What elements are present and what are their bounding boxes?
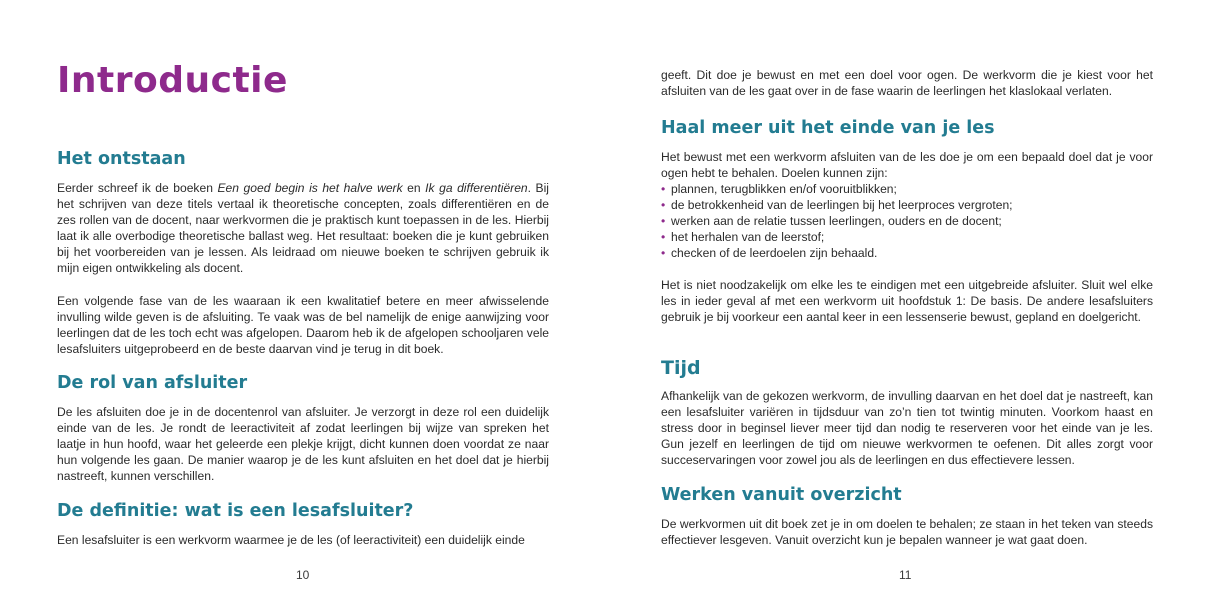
bullet-icon: • xyxy=(661,230,666,245)
list-item: • werken aan de relatie tussen leerlingen, ouders en de docent; xyxy=(661,214,1002,229)
heading-definitie: De definitie: wat is een lesafsluiter? xyxy=(57,501,414,521)
heading-haal-meer-uit: Haal meer uit het einde van je les xyxy=(661,118,995,138)
heading-het-ontstaan: Het ontstaan xyxy=(57,149,186,169)
bullet-icon: • xyxy=(661,198,666,213)
paragraph-werken-vanuit-overzicht: De werkvormen uit dit boek zet je in om doelen te behalen; ze staan in het teken van steeds effectiever lesgeven. Vanuit overzicht kun je bepalen wanneer je wat gaat doen. xyxy=(661,517,1153,548)
bullet-icon: • xyxy=(661,214,666,229)
chapter-title: Introductie xyxy=(57,60,288,101)
bullet-icon: • xyxy=(661,246,666,261)
paragraph-continuation: geeft. Dit doe je bewust en met een doel voor ogen. De werkvorm die je kiest voor het afsluiten van de les gaat over in de fase waarin de leerlingen het klaslokaal verlaten. xyxy=(661,68,1153,99)
list-item: • het herhalen van de leerstof; xyxy=(661,230,825,245)
list-item: • checken of de leerdoelen zijn behaald. xyxy=(661,246,878,261)
paragraph-haal-meer-1: Het bewust met een werkvorm afsluiten van de les doe je om een bepaald doel dat je voor ogen hebt te behalen. Doelen kunnen zijn: xyxy=(661,150,1153,181)
paragraph-definitie: Een lesafsluiter is een werkvorm waarmee je de les (of leeractiviteit) een duidelijk einde xyxy=(57,533,525,547)
paragraph-ontstaan-2: Een volgende fase van de les waaraan ik een kwalitatief betere en meer afwisselende invulling wilde geven is de afsluiting. Te vaak was de bel namelijk de enige aanwijzing voor leerlingen dat de les toch echt was afgelopen. Daarom heb ik de afgelopen schooljaren vele lesafsluiters uitgeprobeerd en de beste daarvan vind je terug in dit boek. xyxy=(57,294,549,357)
paragraph-ontstaan-1: Eerder schreef ik de boeken Een goed begin is het halve werk en Ik ga differentiëren. Bij het schrijven van deze titels vertaal ik theoretische concepten, zoals differentiëren en de zes rollen van de docent, naar werkvormen die je praktisch kunt toepassen in de les. Hierbij laat ik alle overbodige theoretische ballast weg. Het resultaat: boeken die je kunt gebruiken bij het voorbereiden van je lessen. Als leidraad om nieuwe boeken te schrijven gebruik ik mijn eigen ontwikkeling als docent. xyxy=(57,181,549,276)
bullet-icon: • xyxy=(661,182,666,196)
heading-werken-vanuit-overzicht: Werken vanuit overzicht xyxy=(661,485,902,505)
paragraph-rol-van-afsluiter: De les afsluiten doe je in de docentenrol van afsluiter. Je verzorgt in deze rol een duidelijk einde van de les. Je rondt de leeractiviteit af zodat leerlingen bij wijze van spreken het laatje in hun hoofd, waar het geleerde een plekje krijgt, dicht kunnen doen voordat ze naar hun volgende les gaan. De manier waarop je de les kunt afsluiten en het doel dat je hierbij nastreeft, kunnen verschillen. xyxy=(57,405,549,484)
paragraph-tijd: Afhankelijk van de gekozen werkvorm, de invulling daarvan en het doel dat je nastreeft, kan een lesafsluiter variëren in tijdsduur van zo’n tien tot twintig minuten. Voorkom haast en stress door in beginsel liever meer tijd dan nodig te reserveren voor het einde van je les. Gun jezelf en leerlingen de tijd om nieuwe werkvormen te oefenen. Dit alles zorgt voor succeservaringen voor zowel jou als de leerlingen en dus effectievere lessen. xyxy=(661,389,1153,468)
left-page xyxy=(57,0,549,604)
page-number-right: 11 xyxy=(899,568,912,582)
list-item: • plannen, terugblikken en/of vooruitblikken; xyxy=(661,182,897,196)
right-page xyxy=(661,0,1153,604)
paragraph-haal-meer-2: Het is niet noodzakelijk om elke les te eindigen met een uitgebreide afsluiter. Sluit wel elke les in ieder geval af met een werkvorm uit hoofdstuk 1: De basis. De andere lesafsluiters gebruik je bij voorkeur een aantal keer in een lessenserie bewust, gepland en doelgericht. xyxy=(661,278,1153,325)
goals-list xyxy=(661,181,1013,261)
heading-rol-van-afsluiter: De rol van afsluiter xyxy=(57,373,248,393)
heading-tijd: Tijd xyxy=(661,357,701,379)
list-item: • de betrokkenheid van de leerlingen bij het leerproces vergroten; xyxy=(661,198,1013,213)
page-number-left: 10 xyxy=(296,568,310,582)
